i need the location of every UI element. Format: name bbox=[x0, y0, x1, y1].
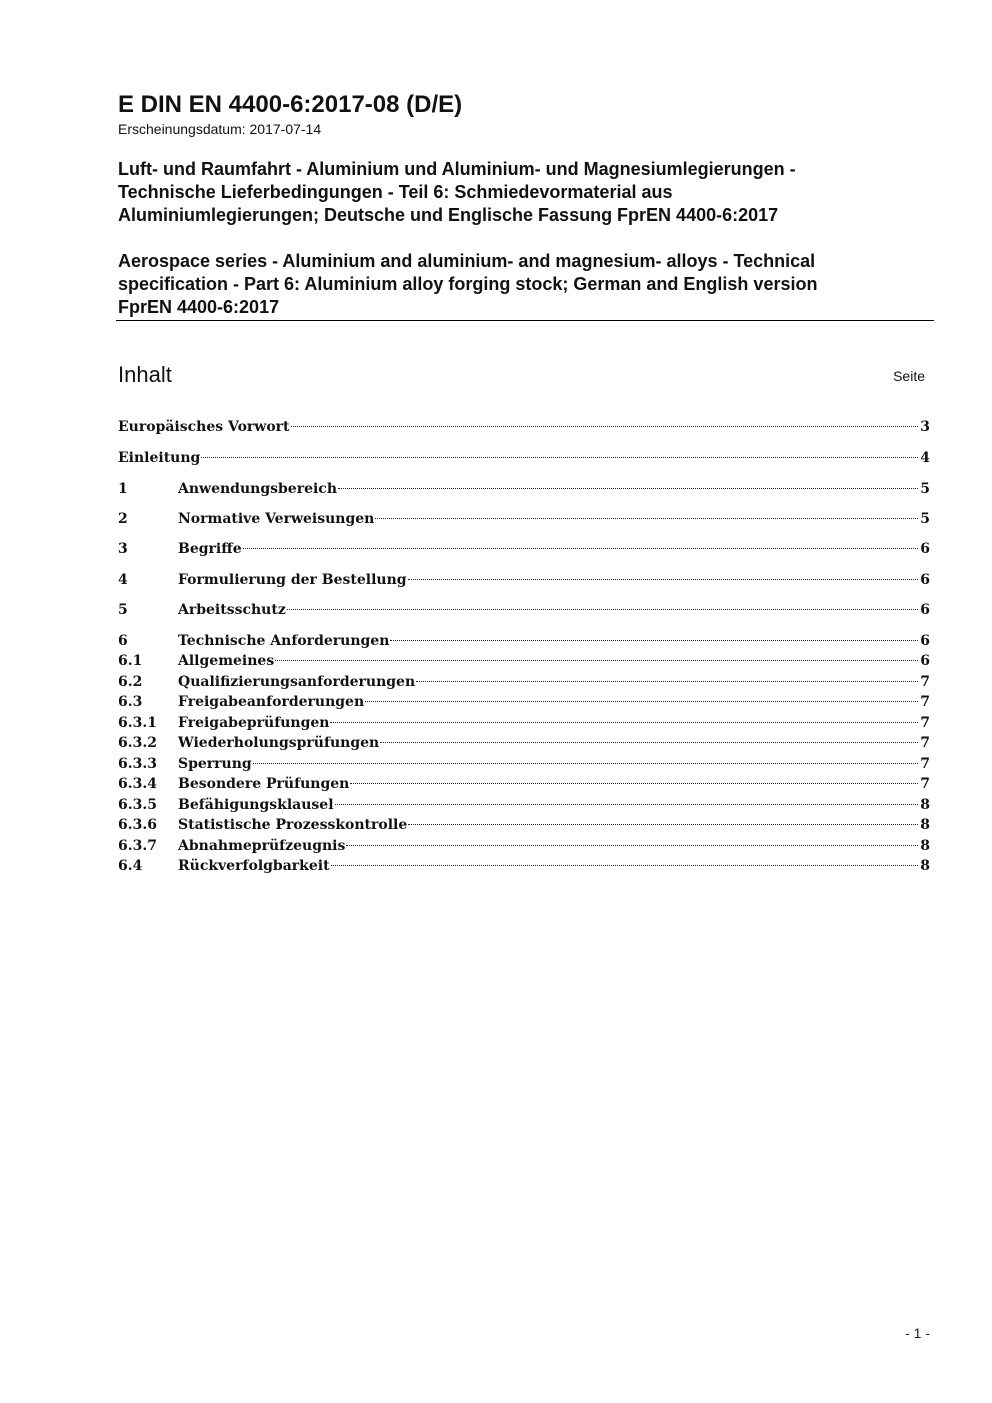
toc-entry[interactable] bbox=[118, 815, 930, 835]
toc-entry-title: Technische Anforderungen bbox=[178, 633, 390, 649]
title-german-line: Technische Lieferbedingungen - Teil 6: Schmiedevormaterial aus bbox=[118, 182, 673, 202]
toc-entry[interactable] bbox=[118, 672, 930, 692]
toc-dot-leader bbox=[380, 742, 918, 743]
toc-entry[interactable] bbox=[118, 539, 930, 559]
toc-entry-page: 6 bbox=[920, 541, 930, 557]
title-english-line: specification - Part 6: Aluminium alloy forging stock; German and English version bbox=[118, 274, 818, 294]
toc-entry-title: Befähigungsklausel bbox=[178, 797, 334, 813]
toc-entry[interactable] bbox=[118, 856, 930, 876]
toc-entry-number: 5 bbox=[118, 602, 128, 618]
title-german-line: Luft- und Raumfahrt - Aluminium und Aluminium- und Magnesiumlegierungen - bbox=[118, 159, 796, 179]
toc-entry[interactable] bbox=[118, 417, 930, 437]
toc-entry-page: 7 bbox=[920, 776, 930, 792]
toc-entry-title: Sperrung bbox=[178, 756, 252, 772]
toc-entry-title: Begriffe bbox=[178, 541, 242, 557]
toc-entry[interactable] bbox=[118, 692, 930, 712]
toc-entry-number: 6.3 bbox=[118, 694, 143, 710]
toc-entry-page: 8 bbox=[920, 858, 930, 874]
toc-entry-title: Freigabeprüfungen bbox=[178, 715, 330, 731]
toc-entry-number: 6.3.7 bbox=[118, 838, 157, 854]
toc-dot-leader bbox=[330, 722, 918, 723]
toc-entry[interactable] bbox=[118, 448, 930, 468]
toc-entry-page: 6 bbox=[920, 633, 930, 649]
title-english-line: Aerospace series - Aluminium and aluminium- and magnesium- alloys - Technical bbox=[118, 251, 816, 271]
toc-entry-page: 6 bbox=[920, 653, 930, 669]
toc-entry-page: 7 bbox=[920, 674, 930, 690]
header-divider bbox=[116, 320, 934, 321]
toc-page-column-label: Seite bbox=[893, 368, 925, 384]
toc-entry-page: 7 bbox=[920, 694, 930, 710]
toc-entry-number: 6.3.6 bbox=[118, 817, 157, 833]
toc-entry[interactable] bbox=[118, 733, 930, 753]
toc-entry-number: 6.4 bbox=[118, 858, 143, 874]
toc-heading: Inhalt bbox=[118, 362, 172, 387]
toc-dot-leader bbox=[201, 457, 918, 458]
title-english bbox=[118, 250, 918, 319]
toc-entry-page: 8 bbox=[920, 817, 930, 833]
toc-entry-page: 5 bbox=[920, 481, 930, 497]
toc-dot-leader bbox=[408, 579, 919, 580]
toc-entry-number: 3 bbox=[118, 541, 128, 557]
toc-dot-leader bbox=[275, 660, 918, 661]
toc-dot-leader bbox=[350, 783, 918, 784]
toc-entry-number: 6.3.2 bbox=[118, 735, 157, 751]
toc-entry-number: 6.3.5 bbox=[118, 797, 157, 813]
toc-entry-page: 7 bbox=[920, 756, 930, 772]
toc-entry-page: 7 bbox=[920, 715, 930, 731]
toc-entry-title: Arbeitsschutz bbox=[178, 602, 286, 618]
toc-entry-page: 6 bbox=[920, 602, 930, 618]
toc-dot-leader bbox=[243, 548, 919, 549]
toc-entry[interactable] bbox=[118, 713, 930, 733]
toc-entry-title: Abnahmeprüfzeugnis bbox=[178, 838, 346, 854]
toc-entry[interactable] bbox=[118, 570, 930, 590]
toc-entry[interactable] bbox=[118, 651, 930, 671]
toc-dot-leader bbox=[338, 488, 918, 489]
document-code: E DIN EN 4400-6:2017-08 (D/E) bbox=[118, 91, 463, 118]
toc-entry-page: 8 bbox=[920, 838, 930, 854]
toc-entry-title: Einleitung bbox=[118, 450, 201, 466]
page-number: - 1 - bbox=[905, 1325, 930, 1341]
toc-entry-number: 6.3.4 bbox=[118, 776, 157, 792]
toc-entry-title: Wiederholungsprüfungen bbox=[178, 735, 380, 751]
toc-dot-leader bbox=[291, 426, 919, 427]
title-english-line: FprEN 4400-6:2017 bbox=[118, 297, 280, 317]
toc-entry-page: 5 bbox=[920, 511, 930, 527]
toc-entry-title: Anwendungsbereich bbox=[178, 481, 337, 497]
toc-entry-number: 4 bbox=[118, 572, 128, 588]
toc-dot-leader bbox=[287, 609, 918, 610]
toc-dot-leader bbox=[365, 701, 918, 702]
toc-dot-leader bbox=[335, 804, 919, 805]
toc-entry-page: 3 bbox=[920, 419, 930, 435]
toc-entry[interactable] bbox=[118, 836, 930, 856]
toc-entry-page: 6 bbox=[920, 572, 930, 588]
toc-entry-number: 1 bbox=[118, 481, 128, 497]
toc-entry-number: 6.3.1 bbox=[118, 715, 157, 731]
toc-dot-leader bbox=[416, 681, 918, 682]
toc-entry-title: Rückverfolgbarkeit bbox=[178, 858, 330, 874]
toc-entry[interactable] bbox=[118, 631, 930, 651]
toc-dot-leader bbox=[331, 865, 919, 866]
toc-entry[interactable] bbox=[118, 774, 930, 794]
toc-dot-leader bbox=[346, 845, 918, 846]
toc-entry[interactable] bbox=[118, 600, 930, 620]
toc-entry[interactable] bbox=[118, 795, 930, 815]
toc-entry-number: 6 bbox=[118, 633, 128, 649]
toc-entry[interactable] bbox=[118, 509, 930, 529]
toc-entry-title: Statistische Prozesskontrolle bbox=[178, 817, 408, 833]
toc-entry-page: 8 bbox=[920, 797, 930, 813]
title-german-line: Aluminiumlegierungen; Deutsche und Englische Fassung FprEN 4400-6:2017 bbox=[118, 205, 779, 225]
toc-entry-title: Besondere Prüfungen bbox=[178, 776, 350, 792]
toc-entry-title: Allgemeines bbox=[178, 653, 275, 669]
toc-dot-leader bbox=[375, 518, 918, 519]
toc-entry-number: 6.2 bbox=[118, 674, 143, 690]
toc-dot-leader bbox=[253, 763, 919, 764]
toc-entry-title: Normative Verweisungen bbox=[178, 511, 375, 527]
title-german bbox=[118, 158, 918, 227]
toc-dot-leader bbox=[390, 640, 918, 641]
toc-entry-title: Qualifizierungsanforderungen bbox=[178, 674, 416, 690]
toc-dot-leader bbox=[408, 824, 918, 825]
toc-entry-number: 6.3.3 bbox=[118, 756, 157, 772]
toc-entry-number: 6.1 bbox=[118, 653, 143, 669]
toc-entry-title: Freigabeanforderungen bbox=[178, 694, 365, 710]
toc-entry[interactable] bbox=[118, 479, 930, 499]
toc-entry-title: Europäisches Vorwort bbox=[118, 419, 290, 435]
publication-date: Erscheinungsdatum: 2017-07-14 bbox=[118, 121, 322, 137]
toc-entry-title: Formulierung der Bestellung bbox=[178, 572, 407, 588]
toc-entry-page: 4 bbox=[920, 450, 930, 466]
toc-entry-page: 7 bbox=[920, 735, 930, 751]
toc-entry-number: 2 bbox=[118, 511, 128, 527]
toc-entry[interactable] bbox=[118, 754, 930, 774]
